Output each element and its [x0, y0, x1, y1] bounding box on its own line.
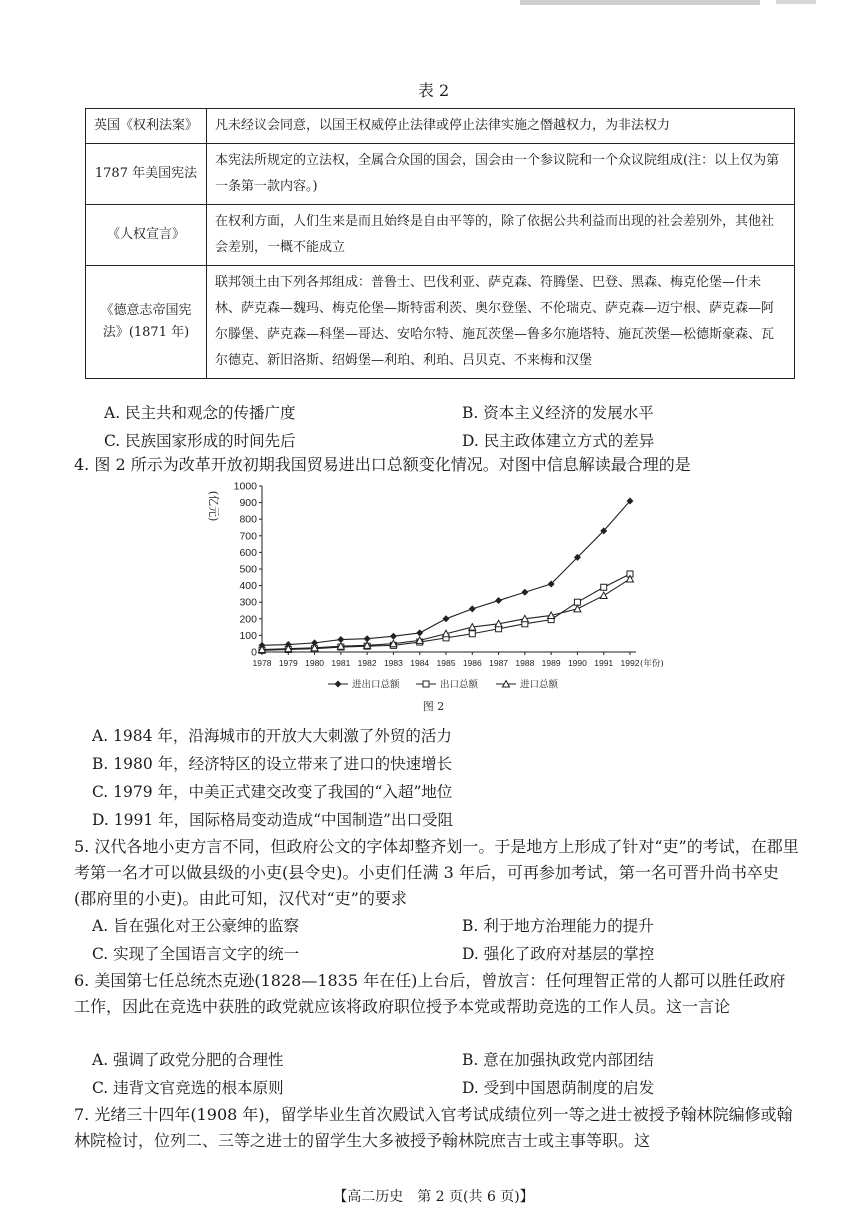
- q3-option-b: B. 资本主义经济的发展水平: [462, 404, 654, 422]
- table-row: [86, 205, 795, 266]
- y-tick-label: 500: [239, 563, 257, 576]
- q3-option-c: C. 民族国家形成的时间先后: [104, 432, 296, 450]
- y-tick-label: 0: [251, 646, 257, 659]
- table-value: 在权利方面，人们生来是而且始终是自由平等的，除了依据公共利益而出现的社会差别外，其他社会差别，一概不能成立: [207, 205, 795, 266]
- x-tick-label: 1986: [462, 658, 482, 668]
- x-tick-label: 1982: [357, 658, 377, 668]
- q4-option-d: D. 1991 年，国际格局变动造成“中国制造”出口受阻: [92, 811, 453, 829]
- scan-mark: [776, 0, 816, 4]
- x-tick-label: 1985: [436, 658, 456, 668]
- y-axis-label: (亿元): [207, 490, 220, 522]
- x-tick-label: 1981: [331, 658, 351, 668]
- y-tick-label: 600: [239, 546, 257, 559]
- q6-stem: 6. 美国第七任总统杰克逊(1828—1835 年在任)上台后，曾放言：任何理智正常的人都可以胜任政府工作，因此在竞选中获胜的政党就应该将政府职位授予本党或帮助竞选的工作人员。这一言论: [74, 971, 786, 1016]
- x-tick-label: 1979: [278, 658, 298, 668]
- q3-option-a: A. 民主共和观念的传播广度: [104, 404, 296, 422]
- x-tick-label: 1989: [541, 658, 561, 668]
- q6-option-a: A. 强调了政党分肥的合理性: [92, 1051, 284, 1069]
- data-point-diamond: [416, 629, 423, 636]
- figure-label: 图 2: [422, 700, 445, 713]
- q6-option-c: C. 违背文官竞选的根本原则: [92, 1079, 284, 1097]
- q4-stem: 4. 图 2 所示为改革开放初期我国贸易进出口总额变化情况。对图中信息解读最合理的是: [74, 455, 691, 474]
- x-axis-label: (年份): [640, 659, 664, 669]
- q5-option-c: C. 实现了全国语言文字的统一: [92, 945, 300, 963]
- q5-stem: 5. 汉代各地小吏方言不同，但政府公文的字体却整齐划一。于是地方上形成了针对“吏”的考试，在郡里考第一名才可以做县级的小吏(县令史)。小吏们任满 3 年后，可再参加考试，第一名可晋升尚书卒史(郡府里的小吏)。由此可知，汉代对“吏”的要求: [74, 837, 799, 908]
- scan-mark: [520, 0, 760, 5]
- x-tick-label: 1991: [594, 658, 614, 668]
- y-tick-label: 100: [239, 629, 257, 642]
- chart-axes: [207, 481, 664, 670]
- data-point-diamond: [390, 633, 397, 640]
- data-point-triangle: [574, 605, 581, 612]
- data-point-square: [423, 681, 429, 687]
- q5-option-a: A. 旨在强化对王公豪绅的监察: [92, 917, 300, 935]
- table-value: 凡未经议会同意，以国王权威停止法律或停止法律实施之僭越权力，为非法权力: [207, 109, 795, 144]
- q5-option-d: D. 强化了政府对基层的掌控: [462, 945, 655, 963]
- x-tick-label: 1987: [489, 658, 509, 668]
- series-line: [262, 501, 630, 645]
- x-tick-label: 1978: [252, 658, 272, 668]
- y-tick-label: 800: [239, 513, 257, 526]
- x-tick-label: 1990: [567, 658, 587, 668]
- y-tick-label: 900: [239, 497, 257, 510]
- chart-grid: [259, 486, 630, 655]
- table-key: 《人权宣言》: [86, 205, 207, 266]
- q4-option-b: B. 1980 年，经济特区的设立带来了进口的快速增长: [92, 755, 453, 773]
- table-key: 英国《权利法案》: [86, 109, 207, 144]
- data-point-diamond: [521, 589, 528, 596]
- table-key: 1787 年美国宪法: [86, 144, 207, 205]
- table-row: [86, 266, 795, 379]
- trade-chart: [200, 478, 690, 718]
- data-point-square: [601, 584, 607, 590]
- q6-option-d: D. 受到中国恩荫制度的启发: [462, 1079, 655, 1097]
- y-tick-label: 300: [239, 596, 257, 609]
- data-point-diamond: [335, 681, 342, 688]
- x-tick-label: 1992: [620, 658, 640, 668]
- legend-label: 进口总额: [520, 679, 559, 691]
- table-key: 《德意志帝国宪法》(1871 年): [86, 266, 207, 379]
- y-tick-label: 1000: [233, 480, 257, 493]
- table-value: 联邦领土由下列各邦组成：普鲁士、巴伐利亚、萨克森、符腾堡、巴登、黑森、梅克伦堡—什未林、萨克森—魏玛、梅克伦堡—斯特雷利茨、奥尔登堡、不伦瑞克、萨克森—迈宁根、萨克森—阿尔滕堡、萨克森—科堡—哥达、安哈尔特、施瓦茨堡—鲁多尔施塔特、施瓦茨堡—松德斯豪森、瓦尔德克、新旧洛斯、绍姆堡—利珀、利珀、吕贝克、不来梅和汉堡: [207, 266, 795, 379]
- y-tick-label: 700: [239, 530, 257, 543]
- y-tick-label: 400: [239, 580, 257, 593]
- comparison-table: [85, 108, 795, 379]
- data-point-diamond: [495, 597, 502, 604]
- q4-option-c: C. 1979 年，中美正式建交改变了我国的“入超”地位: [92, 783, 453, 801]
- q5-option-b: B. 利于地方治理能力的提升: [462, 917, 654, 935]
- data-point-diamond: [469, 605, 476, 612]
- table-title: 表 2: [417, 81, 450, 100]
- q3-option-d: D. 民主政体建立方式的差异: [462, 432, 655, 450]
- table-row: [86, 144, 795, 205]
- x-tick-label: 1988: [515, 658, 535, 668]
- legend-label: 进出口总额: [352, 679, 400, 691]
- chart-series: [259, 497, 634, 653]
- legend-label: 出口总额: [440, 679, 479, 691]
- x-tick-label: 1984: [410, 658, 430, 668]
- data-point-diamond: [443, 615, 450, 622]
- y-tick-label: 200: [239, 613, 257, 626]
- chart-legend: [328, 679, 559, 691]
- x-tick-label: 1983: [383, 658, 403, 668]
- data-point-square: [469, 631, 475, 637]
- page-footer: 【高二历史 第 2 页(共 6 页)】: [333, 1189, 534, 1205]
- q7-stem: 7. 光绪三十四年(1908 年)，留学毕业生首次殿试入官考试成绩位列一等之进士被授予翰林院编修或翰林院检讨，位列二、三等之进士的留学生大多被授予翰林院庶吉士或主事等职。这: [74, 1105, 793, 1150]
- x-tick-label: 1980: [305, 658, 325, 668]
- table-value: 本宪法所规定的立法权，全属合众国的国会，国会由一个参议院和一个众议院组成(注：以上仅为第一条第一款内容。): [207, 144, 795, 205]
- data-point-triangle: [600, 592, 607, 599]
- table-row: [86, 109, 795, 144]
- q4-option-a: A. 1984 年，沿海城市的开放大大刺激了外贸的活力: [92, 727, 452, 745]
- q6-option-b: B. 意在加强执政党内部团结: [462, 1051, 654, 1069]
